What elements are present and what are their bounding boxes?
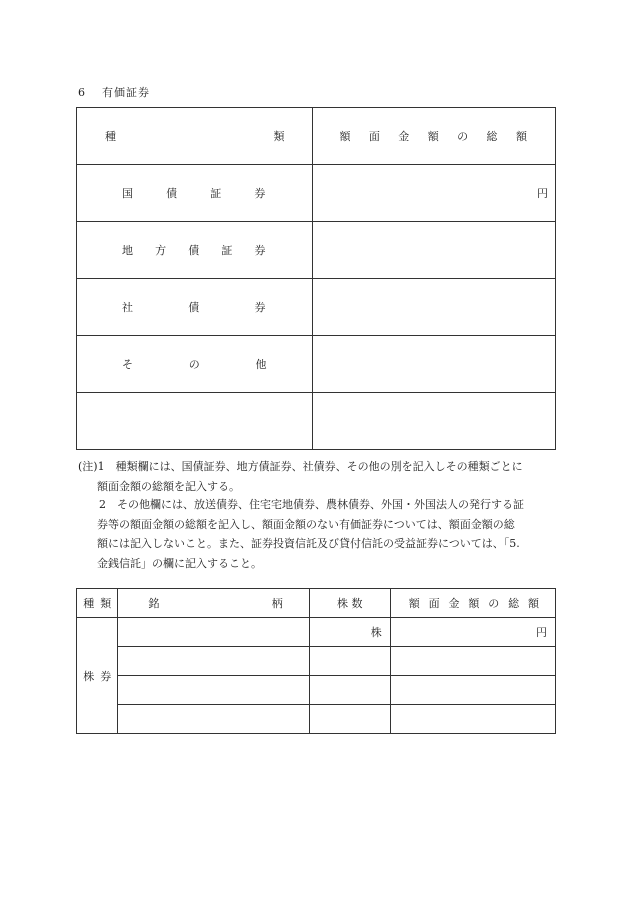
header-char: の	[457, 130, 469, 143]
header-char: 種	[105, 130, 116, 143]
note-1	[78, 457, 523, 496]
header-char: 金	[398, 130, 410, 143]
amount-cell[interactable]	[313, 336, 556, 393]
amount-cell[interactable]	[390, 705, 555, 734]
header-char: 額	[427, 130, 439, 143]
header-shares-cell	[309, 589, 390, 618]
kind-label: 株券	[83, 669, 118, 683]
kind-cell	[77, 336, 313, 393]
header-char: 額	[468, 597, 480, 610]
shares-unit: 株	[370, 626, 382, 639]
header-char: 面	[368, 130, 380, 143]
brand-cell[interactable]	[118, 705, 309, 734]
header-char: 面	[428, 597, 440, 610]
note-line: 金銭信託」の欄に記入すること。	[97, 556, 262, 570]
header-char: 銘	[148, 597, 160, 610]
header-char: 総	[508, 597, 520, 610]
kind-char: 債	[188, 244, 200, 257]
kind-cell[interactable]	[77, 393, 313, 450]
note-2	[78, 495, 524, 573]
kind-char: 証	[210, 187, 222, 200]
kind-char: 券	[254, 187, 266, 200]
note-line: 2 その他欄には、放送債券、住宅宅地債券、農林債券、外国・外国法人の発行する証	[99, 498, 524, 511]
kind-cell	[77, 279, 313, 336]
table-row-other	[77, 336, 556, 393]
kind-char: 券	[254, 244, 266, 257]
amount-cell[interactable]	[313, 279, 556, 336]
yen-unit: 円	[537, 187, 548, 200]
table-row	[77, 705, 556, 734]
header-char: 総	[486, 130, 498, 143]
kind-char: 債	[166, 187, 178, 200]
kind-char: 社	[122, 301, 133, 314]
stock-table	[76, 588, 556, 734]
kind-cell	[77, 165, 313, 222]
section-number: 6	[78, 86, 86, 99]
amount-cell[interactable]	[390, 618, 555, 647]
header-char: 金	[448, 597, 460, 610]
kind-cell	[77, 618, 118, 734]
table-row-corporate-bonds	[77, 279, 556, 336]
kind-char: 証	[221, 244, 233, 257]
table-row	[77, 618, 556, 647]
header-char: 類	[273, 130, 285, 143]
header-kind-label: 種類	[83, 597, 118, 610]
kind-cell	[77, 222, 313, 279]
header-total-cell	[313, 108, 556, 165]
amount-cell[interactable]	[313, 393, 556, 450]
amount-cell[interactable]	[313, 222, 556, 279]
table-row	[77, 676, 556, 705]
table-row	[77, 647, 556, 676]
header-kind-cell	[77, 589, 118, 618]
header-total-cell	[390, 589, 555, 618]
note-line: 額面金額の総額を記入する。	[97, 479, 240, 493]
shares-cell[interactable]	[309, 676, 390, 705]
header-char: 額	[339, 130, 351, 143]
brand-cell[interactable]	[118, 647, 309, 676]
kind-char: 地	[122, 244, 133, 257]
kind-char: の	[188, 358, 200, 371]
table-header-row	[77, 589, 556, 618]
note-line: 券等の額面金額の総額を記入し、額面金額のない有価証券については、額面金額の総	[97, 517, 515, 531]
securities-table	[76, 107, 556, 450]
header-shares-label: 株 数	[336, 597, 363, 610]
yen-unit: 円	[536, 626, 547, 639]
kind-char: 債	[188, 301, 200, 314]
brand-cell[interactable]	[118, 676, 309, 705]
kind-char: 国	[122, 187, 133, 200]
header-char: 額	[408, 597, 420, 610]
header-char: 額	[527, 597, 539, 610]
header-kind-cell	[77, 108, 313, 165]
brand-cell[interactable]	[118, 618, 309, 647]
shares-cell[interactable]	[309, 647, 390, 676]
amount-cell[interactable]	[390, 647, 555, 676]
table-row-government-bonds	[77, 165, 556, 222]
kind-char: 他	[255, 358, 267, 371]
shares-cell[interactable]	[309, 705, 390, 734]
header-char: の	[488, 597, 500, 610]
kind-char: 方	[155, 244, 167, 257]
header-char: 柄	[271, 597, 283, 610]
kind-char: そ	[122, 358, 133, 371]
note-line: 額には記入しないこと。また、証券投資信託及び貸付信託の受益証券については、「5.	[97, 537, 520, 550]
section-title-text: 有価証券	[102, 86, 150, 99]
note-line: (注)1 種類欄には、国債証券、地方債証券、社債券、その他の別を記入しその種類ごとに	[78, 460, 523, 473]
table-header-row	[77, 108, 556, 165]
amount-cell[interactable]	[313, 165, 556, 222]
table-row-local-bonds	[77, 222, 556, 279]
header-char: 額	[515, 130, 527, 143]
table-row-blank	[77, 393, 556, 450]
shares-cell[interactable]	[309, 618, 390, 647]
kind-char: 券	[254, 301, 266, 314]
header-brand-cell	[118, 589, 309, 618]
section-title	[78, 84, 150, 100]
amount-cell[interactable]	[390, 676, 555, 705]
